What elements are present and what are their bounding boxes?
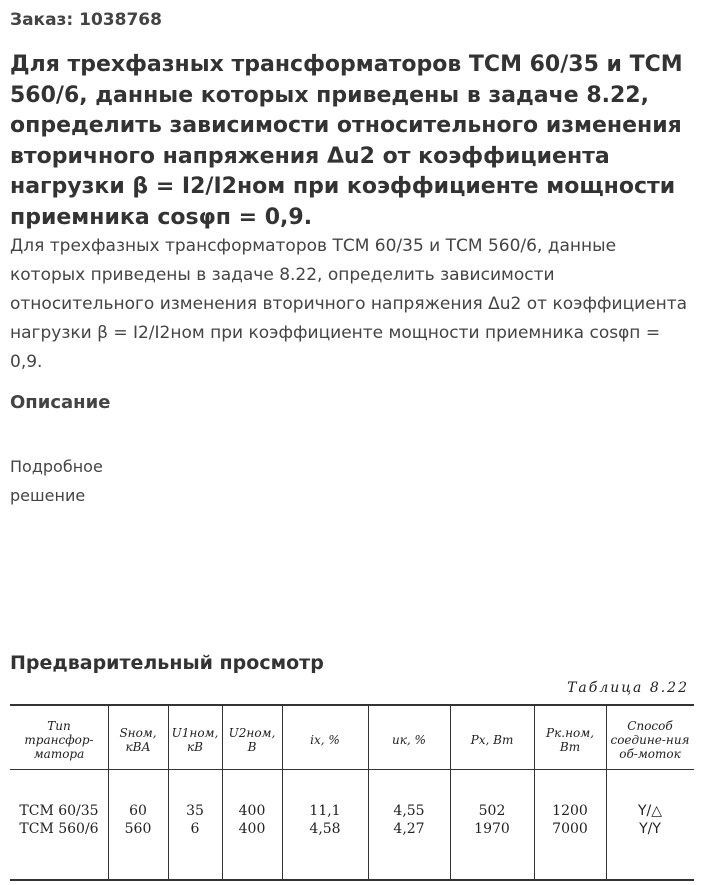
table-column-s-nom xyxy=(110,802,166,838)
table-cell: 502 xyxy=(478,803,506,819)
table-header-cell: U2ном, В xyxy=(228,726,276,754)
table-cell: ТСМ 60/35 xyxy=(19,803,99,819)
table-header-cell: U1ном, кВ xyxy=(171,726,219,754)
table-cell: 35 xyxy=(186,803,204,819)
table-column-divider xyxy=(606,706,607,879)
table-column-divider xyxy=(534,706,535,879)
table-cell: 400 xyxy=(238,803,266,819)
description-heading: Описание xyxy=(10,392,111,413)
table-column-divider xyxy=(450,706,451,879)
order-number: Заказ: 1038768 xyxy=(10,10,162,30)
table-column-connection xyxy=(608,802,692,838)
table-cell: 4,27 xyxy=(393,821,425,837)
table-column-divider xyxy=(168,706,169,879)
task-title: Для трехфазных трансформаторов ТСМ 60/35 и ТСМ 560/6, данные которых приведены в задаче 8.22, определить зависимости относительного изменения вторичного напряжения Δu2 от коэффициента нагрузки β = I2/I2ном при коэффициенте мощности приемника cosφп = 0,9. xyxy=(10,52,683,230)
preview-heading: Предварительный просмотр xyxy=(10,652,324,674)
table-header-cell: Pк.ном, Вт xyxy=(546,726,594,754)
table-cell: 560 xyxy=(124,821,152,837)
table-column-type xyxy=(14,802,104,838)
table-header-cell: Тип трансфор-матора xyxy=(24,719,94,761)
detailed-solution-link[interactable]: Подробное решение xyxy=(10,457,103,505)
table-cell: 11,1 xyxy=(309,803,341,819)
table-cell: 60 xyxy=(129,803,147,819)
table-header-divider xyxy=(10,769,694,770)
table-cell: 1200 xyxy=(552,803,588,819)
table-header-cell: Pх, Вт xyxy=(470,733,514,747)
preview-image xyxy=(0,680,701,885)
table-cell: 400 xyxy=(238,821,266,837)
table-cell: 4,55 xyxy=(393,803,425,819)
table-cell: 4,58 xyxy=(309,821,341,837)
table-header-cell: Sном, кВА xyxy=(119,726,157,754)
table-header-cell: uк, % xyxy=(392,733,426,747)
table-cell: Y/△ xyxy=(637,803,663,819)
table-cell: ТСМ 560/6 xyxy=(19,821,99,837)
table-column-uk xyxy=(370,802,448,838)
table-column-px xyxy=(452,802,532,838)
table-header-cell: iх, % xyxy=(310,733,340,747)
table-column-ix xyxy=(284,802,366,838)
table-column-pk-nom xyxy=(536,802,604,838)
table-cell: Y/Y xyxy=(639,821,661,837)
table-cell: 6 xyxy=(190,821,200,837)
table-column-divider xyxy=(222,706,223,879)
table-caption: Таблица 8.22 xyxy=(567,680,689,696)
table-column-divider xyxy=(282,706,283,879)
preview-table xyxy=(10,704,694,881)
task-body-text: Для трехфазных трансформаторов ТСМ 60/35 и ТСМ 560/6, данные которых приведены в задаче 8.22, определить зависимости относительного изменения вторичного напряжения Δu2 от коэффициента нагрузки β = I2/I2ном при коэффициенте мощности приемника cosφп = 0,9. xyxy=(10,236,688,372)
table-column-divider xyxy=(368,706,369,879)
table-header-cell: Способ соедине-ния об-моток xyxy=(610,719,690,761)
table-cell: 7000 xyxy=(552,821,588,837)
table-cell: 1970 xyxy=(474,821,510,837)
table-column-u2-nom xyxy=(224,802,280,838)
table-column-u1-nom xyxy=(170,802,220,838)
table-column-divider xyxy=(108,706,109,879)
